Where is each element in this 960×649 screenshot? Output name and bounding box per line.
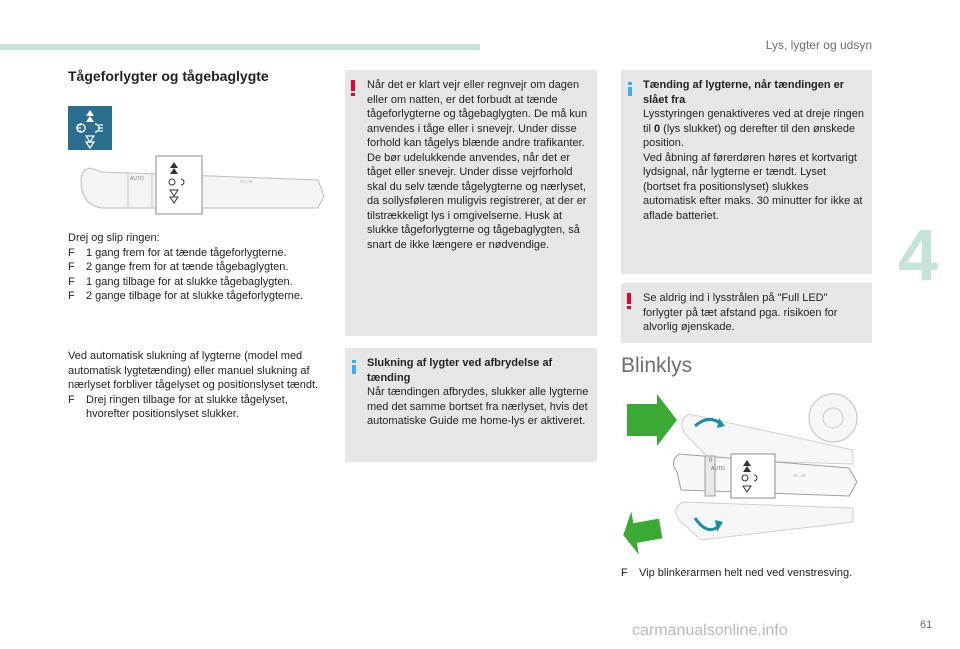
zero-label: 0 bbox=[709, 458, 713, 464]
warning-text: Se aldrig ind i lysstrålen på "Full LED" forlygter på tæt afstand pga. risikoen for alvorlig øjenskade. bbox=[643, 292, 838, 333]
fog-instructions bbox=[68, 231, 333, 304]
info-content bbox=[643, 78, 864, 223]
list-item: F 1 gang frem for at tænde tågeforlygterne. bbox=[68, 246, 287, 259]
stalk-diagram-fog bbox=[68, 150, 330, 230]
watermark: carmanualsonline.info bbox=[632, 622, 788, 639]
info-text-2: Ved åbning af førerdøren høres et kortvarigt lydsignal, når lygterne er tændt. Lyset (bortset fra positionslyset) slukkes automatisk efter maks. 30 minutter for ikke at aflade batteriet. bbox=[643, 151, 863, 222]
warning-icon bbox=[350, 80, 356, 96]
info-text-1: Lysstyringen genaktiveres ved at dreje ringen til 0 (lys slukket) og derefter til den ønskede position. bbox=[643, 108, 864, 149]
list-item: F 1 gang tilbage for at slukke tågebaglygten. bbox=[68, 275, 293, 288]
list-item: F 2 gange frem for at tænde tågebaglygten. bbox=[68, 261, 289, 273]
header-accent-bar bbox=[0, 44, 480, 50]
info-icon bbox=[351, 360, 357, 374]
auto-off-text: Ved automatisk slukning af lygterne (model med automatisk lygtetænding) eller manuel slukning af nærlyset forbliver tågelyset og positionslyset tændt. bbox=[68, 350, 319, 391]
info-box-lights-ignition-off bbox=[621, 70, 872, 274]
auto-label: AUTO bbox=[711, 466, 725, 472]
auto-label: AUTO bbox=[130, 176, 144, 182]
svg-text:≡○≡: ≡○≡ bbox=[240, 179, 253, 186]
arrow-right-icon bbox=[627, 394, 677, 446]
header-title: Lys, lygter og udsyn bbox=[765, 38, 872, 52]
warning-box-fog-usage bbox=[345, 70, 597, 336]
info-icon bbox=[627, 82, 633, 96]
list-item: F Vip blinkerarmen helt ned ved venstresving. bbox=[621, 567, 853, 579]
stalk-diagram-indicators bbox=[621, 390, 881, 560]
section-title-indicators: Blinklys bbox=[621, 354, 693, 377]
info-text: Når tændingen afbrydes, slukker alle lygterne med det samme bortset fra nærlyset, hvis det automatiske Guide me home-lys er aktiveret. bbox=[367, 386, 589, 427]
info-title: Tænding af lygterne, når tændingen er slået fra bbox=[643, 79, 845, 106]
list-item: F 2 gange tilbage for at slukke tågeforlygterne. bbox=[68, 290, 304, 302]
arrow-left-icon bbox=[621, 507, 665, 557]
info-content bbox=[367, 356, 589, 429]
section-title-fog-lights: Tågeforlygter og tågebaglygte bbox=[68, 68, 269, 84]
page-number: 61 bbox=[920, 619, 933, 631]
fog-light-icon bbox=[68, 106, 112, 150]
warning-box-full-led bbox=[621, 283, 872, 343]
svg-text:≡○≡: ≡○≡ bbox=[793, 473, 806, 480]
chapter-number: 4 bbox=[898, 216, 939, 296]
info-box-ignition-off bbox=[345, 348, 597, 462]
warning-icon bbox=[626, 293, 632, 309]
instructions-intro: Drej og slip ringen: bbox=[68, 232, 160, 244]
auto-off-paragraph bbox=[68, 349, 333, 422]
warning-text: Når det er klart vejr eller regnvejr om dagen eller om natten, er det forbudt at tænde tågeforlygterne og tågebaglygten. De må kun anvendes i tåge eller i snevejr. Under disse forhold kan tågelys blænde andre trafikanter. De bør udelukkende anvendes, når det er tåget eller snevejr. Under disse vejrforhold skal du selv tænde tågelygterne og nærlyset, da sollysføleren muligvis registrerer, at der er tilstrækkeligt lys i omgivelserne. Husk at slukke tågeforlygterne og tågebaglygten, så snart de ikke længere er nødvendige. bbox=[367, 79, 588, 251]
list-item: F Drej ringen tilbage for at slukke tågelyset, hvorefter positionslyset slukker. bbox=[68, 393, 288, 420]
info-title: Slukning af lygter ved afbrydelse af tænding bbox=[367, 357, 553, 384]
indicator-instruction bbox=[621, 566, 881, 581]
